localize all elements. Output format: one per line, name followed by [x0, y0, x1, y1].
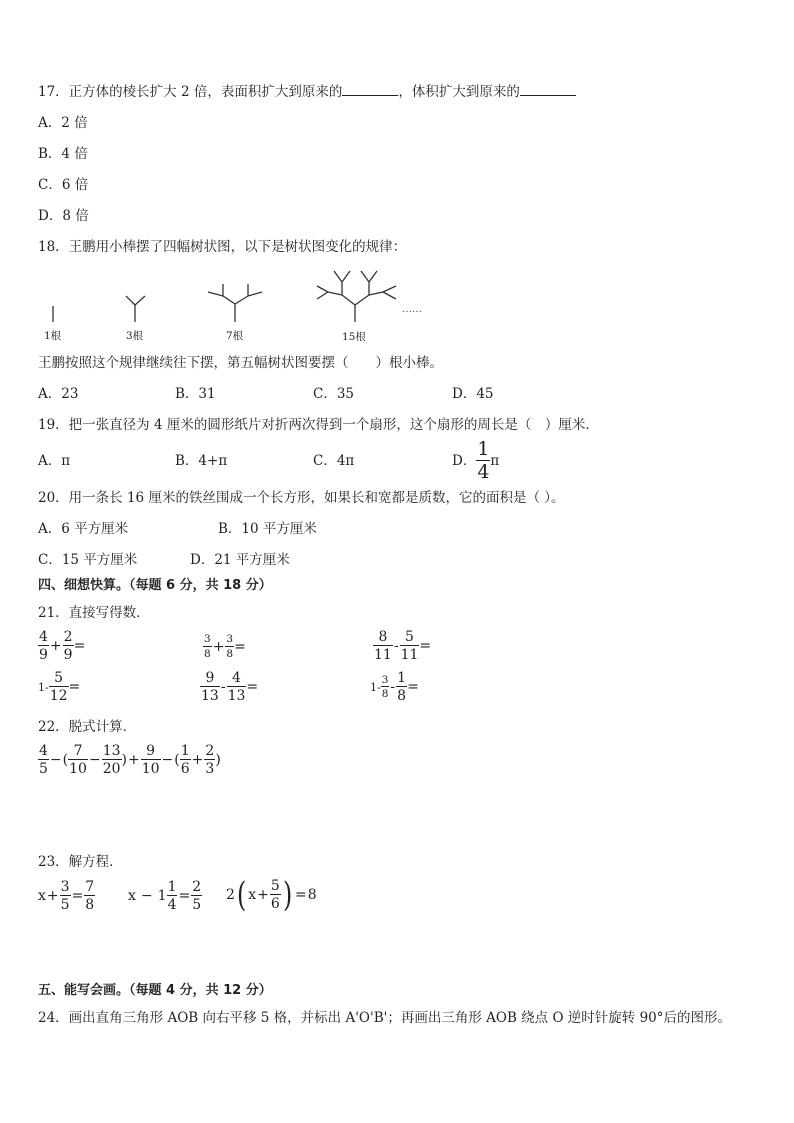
- q20-option-b[interactable]: B．10 平方厘米: [218, 521, 317, 537]
- q18-question: 王鹏按照这个规律继续往下摆，第五幅树状图要摆（ ）根小棒。: [38, 355, 443, 371]
- q17-option-c[interactable]: C．6 倍: [38, 177, 89, 193]
- q24-stem: 24．画出直角三角形 AOB 向右平移 5 格，并标出 A'O'B'；再画出三角形 AOB 绕点 O 逆时针旋转 90°后的图形。: [38, 1010, 732, 1026]
- q21-expr-2: $\frac{3}{8}$ + $\frac{3}{8}$ =: [204, 633, 246, 660]
- q20-option-a[interactable]: A．6 平方厘米: [38, 521, 129, 537]
- q21-expr-3: $\frac{8}{11}$ - $\frac{5}{11}$ =: [374, 629, 432, 663]
- q18-option-c[interactable]: C．35: [313, 386, 355, 402]
- q21-expr-6: 1- $\frac{3}{8}$ - $\frac{1}{8}$ =: [370, 670, 419, 704]
- q17-blank-2[interactable]: [520, 82, 576, 96]
- q21-expr-5: $\frac{9}{13}$ - $\frac{4}{13}$ =: [201, 670, 259, 704]
- section-5-title: 五、能写会画。（每题 4 分，共 12 分）: [38, 983, 272, 998]
- q23-equation-3: 2 ( x + $\frac{5}{6}$ ) = 8: [226, 875, 317, 915]
- q20-option-c[interactable]: C．15 平方厘米: [38, 552, 138, 568]
- q18-option-d[interactable]: D．45: [452, 386, 494, 402]
- q19-stem: 19．把一张直径为 4 厘米的圆形纸片对折两次得到一个扇形，这个扇形的周长是（ ）厘米．: [38, 417, 599, 433]
- tree-ellipsis: ……: [402, 304, 422, 315]
- left-paren-icon: (: [236, 875, 247, 915]
- q23-equation-2: x − 1 $\frac{1}{4}$ = $\frac{2}{5}$: [128, 879, 202, 913]
- q17-stem: 17．正方体的棱长扩大 2 倍，表面积扩大到原来的 ，体积扩大到原来的: [38, 82, 576, 101]
- tree2: [126, 296, 145, 322]
- q18-option-b[interactable]: B．31: [175, 386, 216, 402]
- q17-blank-1[interactable]: [342, 82, 398, 96]
- q22-expression: $\frac{4}{5}$ − ( $\frac{7}{10}$ − $\frac{13}{20}$ ) + $\frac{9}{10}$ − ( $\frac{1}{6}$ + $\frac{2}{3}$ ): [39, 743, 221, 777]
- q21-stem: 21．直接写得数．: [38, 605, 150, 621]
- q19-option-a[interactable]: A．π: [38, 453, 71, 469]
- q19-option-b[interactable]: B．4+π: [175, 453, 228, 469]
- tree3: [208, 284, 262, 322]
- q20-option-d[interactable]: D．21 平方厘米: [190, 552, 290, 568]
- tree-label-1: 1根: [44, 330, 62, 342]
- tree-label-4: 15根: [342, 331, 366, 343]
- q19-option-c[interactable]: C．4π: [313, 453, 355, 469]
- right-paren-icon: ): [282, 875, 293, 915]
- section-4-title: 四、细想快算。（每题 6 分，共 18 分）: [38, 578, 272, 593]
- q21-expr-4: 1- $\frac{5}{12}$ =: [38, 670, 81, 704]
- tree4: [317, 271, 396, 322]
- q18-stem: 18．王鹏用小棒摆了四幅树状图，以下是树状图变化的规律：: [38, 239, 407, 255]
- q23-stem: 23．解方程．: [38, 854, 123, 870]
- q21-expr-1: $\frac{4}{9}$ + $\frac{2}{9}$ =: [39, 629, 86, 663]
- q23-equation-1: x + $\frac{3}{5}$ = $\frac{7}{8}$: [38, 879, 95, 913]
- q18-tree-figure: [30, 262, 450, 344]
- q19-option-d[interactable]: D． $\frac{1}{4}$ π: [452, 438, 500, 483]
- q22-stem: 22．脱式计算．: [38, 719, 137, 735]
- q17-option-d[interactable]: D．8 倍: [38, 208, 89, 224]
- q17-option-b[interactable]: B．4 倍: [38, 146, 88, 162]
- q19-d-fraction: $\frac{1}{4}$: [477, 438, 490, 483]
- q20-stem: 20．用一条长 16 厘米的铁丝围成一个长方形，如果长和宽都是质数，它的面积是（ ）。: [38, 490, 565, 506]
- q18-option-a[interactable]: A．23: [38, 386, 79, 402]
- tree-label-2: 3根: [126, 330, 144, 342]
- tree-label-3: 7根: [226, 330, 244, 342]
- q17-option-a[interactable]: A．2 倍: [38, 115, 88, 131]
